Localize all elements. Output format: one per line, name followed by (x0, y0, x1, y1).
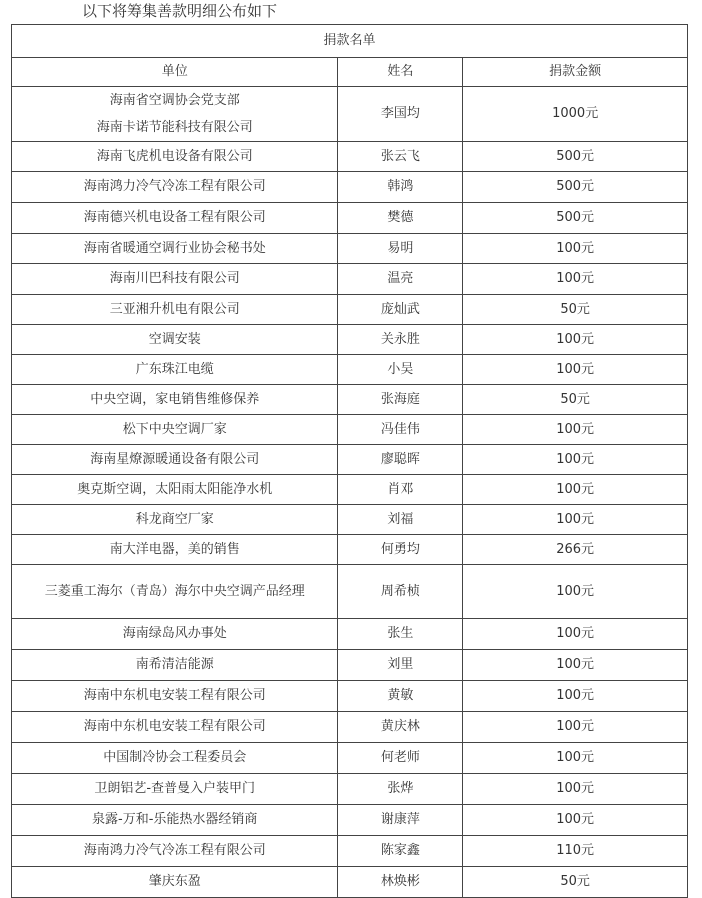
cell-amount: 100元 (463, 355, 688, 385)
cell-amount: 100元 (463, 565, 688, 619)
cell-unit (12, 355, 338, 385)
cell-name: 小吴 (338, 355, 463, 385)
cell-unit (12, 565, 338, 619)
cell-unit (12, 295, 338, 325)
cell-unit-text: 海南省空调协会党支部 (109, 93, 240, 108)
cell-name: 廖聪晖 (338, 445, 463, 475)
cell-name: 刘里 (338, 650, 463, 681)
table-row (12, 87, 688, 142)
table-row (12, 234, 688, 264)
cell-amount: 50元 (463, 867, 688, 898)
cell-name: 冯佳伟 (338, 415, 463, 445)
cell-amount: 100元 (463, 774, 688, 805)
cell-amount: 100元 (463, 712, 688, 743)
cell-unit (12, 681, 338, 712)
cell-unit-text: 南希清洁能源 (135, 657, 214, 672)
cell-unit-text: 海南中东机电安装工程有限公司 (83, 688, 266, 703)
cell-unit (12, 867, 338, 898)
cell-amount: 100元 (463, 505, 688, 535)
cell-name: 谢康萍 (338, 805, 463, 836)
table-row (12, 264, 688, 295)
table-row (12, 619, 688, 650)
cell-unit-text: 海南鸿力冷气冷冻工程有限公司 (83, 843, 266, 858)
cell-unit-text: 海南星燎源暖通设备有限公司 (90, 451, 260, 467)
cell-amount: 100元 (463, 325, 688, 355)
table-row (12, 445, 688, 475)
cell-unit-text: 海南鸿力冷气冷冻工程有限公司 (83, 179, 266, 194)
cell-unit-text: 海南飞虎机电设备有限公司 (96, 148, 253, 164)
table-row (12, 712, 688, 743)
cell-amount: 50元 (463, 385, 688, 415)
table-row (12, 385, 688, 415)
cell-amount: 100元 (463, 619, 688, 650)
cell-unit (12, 712, 338, 743)
cell-amount: 1000元 (463, 87, 688, 142)
table-row (12, 681, 688, 712)
cell-unit-text: 广东珠江电缆 (135, 361, 214, 377)
cell-unit-text: 三菱重工海尔（青岛）海尔中央空调产品经理 (44, 583, 305, 599)
table-row (12, 142, 688, 172)
cell-unit-text: 肇庆东盈 (148, 874, 201, 889)
cell-amount: 100元 (463, 415, 688, 445)
cell-name: 张海庭 (338, 385, 463, 415)
table-row (12, 203, 688, 234)
cell-unit-text: 南大洋电器，美的销售 (109, 541, 240, 557)
cell-unit-text: 卫朗铝艺-查普曼入户装甲门 (94, 781, 256, 796)
table-row (12, 295, 688, 325)
cell-unit-text: 海南省暖通空调行业协会秘书处 (83, 240, 266, 256)
table-title-row (12, 25, 688, 58)
cell-unit-text: 三亚湘升机电有限公司 (109, 301, 240, 317)
cell-unit-text: 海南中东机电安装工程有限公司 (83, 719, 266, 734)
cell-unit (12, 445, 338, 475)
cell-unit (12, 505, 338, 535)
cell-amount: 100元 (463, 650, 688, 681)
cell-unit-text: 中国制冷协会工程委员会 (103, 750, 247, 765)
cell-unit (12, 142, 338, 172)
table-row (12, 836, 688, 867)
cell-unit (12, 87, 338, 142)
cell-unit-text: 海南绿岛风办事处 (122, 626, 227, 641)
cell-name: 李国均 (338, 87, 463, 142)
cell-name: 肖邓 (338, 475, 463, 505)
cell-unit-text: 泉露-万和-乐能热水器经销商 (92, 812, 258, 827)
table-header-row (12, 58, 688, 87)
table-row (12, 325, 688, 355)
cell-name: 张生 (338, 619, 463, 650)
header-unit: 单位 (12, 58, 338, 87)
cell-name: 陈家鑫 (338, 836, 463, 867)
cell-name: 易明 (338, 234, 463, 264)
cell-name: 关永胜 (338, 325, 463, 355)
cell-amount: 100元 (463, 743, 688, 774)
cell-amount: 110元 (463, 836, 688, 867)
cell-name: 庞灿武 (338, 295, 463, 325)
cell-name: 周希桢 (338, 565, 463, 619)
table-row (12, 475, 688, 505)
cell-unit-text: 空调安装 (148, 331, 201, 347)
cell-amount: 500元 (463, 142, 688, 172)
cell-name: 温亮 (338, 264, 463, 295)
cell-name: 黄敏 (338, 681, 463, 712)
table-row (12, 565, 688, 619)
cell-unit (12, 234, 338, 264)
page-heading: 以下将筹集善款明细公布如下 (82, 2, 278, 20)
header-name: 姓名 (338, 58, 463, 87)
cell-name: 樊德 (338, 203, 463, 234)
cell-amount: 50元 (463, 295, 688, 325)
cell-name: 刘福 (338, 505, 463, 535)
cell-name: 何老师 (338, 743, 463, 774)
cell-unit-text: 中央空调，家电销售维修保养 (90, 391, 260, 407)
table-row (12, 415, 688, 445)
cell-amount: 100元 (463, 264, 688, 295)
cell-amount: 100元 (463, 475, 688, 505)
cell-amount: 266元 (463, 535, 688, 565)
cell-unit-text: 奥克斯空调，太阳雨太阳能净水机 (77, 481, 273, 497)
cell-amount: 100元 (463, 234, 688, 264)
cell-name: 张烨 (338, 774, 463, 805)
cell-amount: 100元 (463, 445, 688, 475)
cell-amount: 100元 (463, 681, 688, 712)
cell-unit (12, 203, 338, 234)
table-row (12, 867, 688, 898)
cell-unit (12, 325, 338, 355)
cell-amount: 500元 (463, 203, 688, 234)
cell-unit (12, 650, 338, 681)
cell-unit-text: 海南德兴机电设备工程有限公司 (83, 210, 266, 225)
cell-unit (12, 774, 338, 805)
cell-name: 张云飞 (338, 142, 463, 172)
table-row (12, 650, 688, 681)
cell-name: 黄庆林 (338, 712, 463, 743)
cell-unit (12, 264, 338, 295)
cell-unit (12, 172, 338, 203)
cell-unit-text: 海南卡诺节能科技有限公司 (96, 120, 253, 135)
cell-unit (12, 475, 338, 505)
cell-unit (12, 415, 338, 445)
cell-unit (12, 743, 338, 774)
cell-unit-text: 科龙商空厂家 (135, 511, 214, 527)
table-row (12, 505, 688, 535)
cell-unit (12, 836, 338, 867)
table-row (12, 355, 688, 385)
table-row (12, 535, 688, 565)
donation-table (11, 24, 688, 898)
cell-unit (12, 805, 338, 836)
table-row (12, 805, 688, 836)
cell-name: 何勇均 (338, 535, 463, 565)
cell-name: 林焕彬 (338, 867, 463, 898)
cell-unit-text: 海南川巴科技有限公司 (109, 271, 240, 286)
cell-unit-text: 松下中央空调厂家 (122, 421, 227, 437)
cell-unit (12, 535, 338, 565)
table-row (12, 774, 688, 805)
cell-unit (12, 619, 338, 650)
cell-amount: 100元 (463, 805, 688, 836)
cell-name: 韩鸿 (338, 172, 463, 203)
header-amount: 捐款金额 (463, 58, 688, 87)
cell-unit (12, 385, 338, 415)
table-title: 捐款名单 (12, 25, 688, 58)
table-row (12, 743, 688, 774)
cell-amount: 500元 (463, 172, 688, 203)
table-row (12, 172, 688, 203)
